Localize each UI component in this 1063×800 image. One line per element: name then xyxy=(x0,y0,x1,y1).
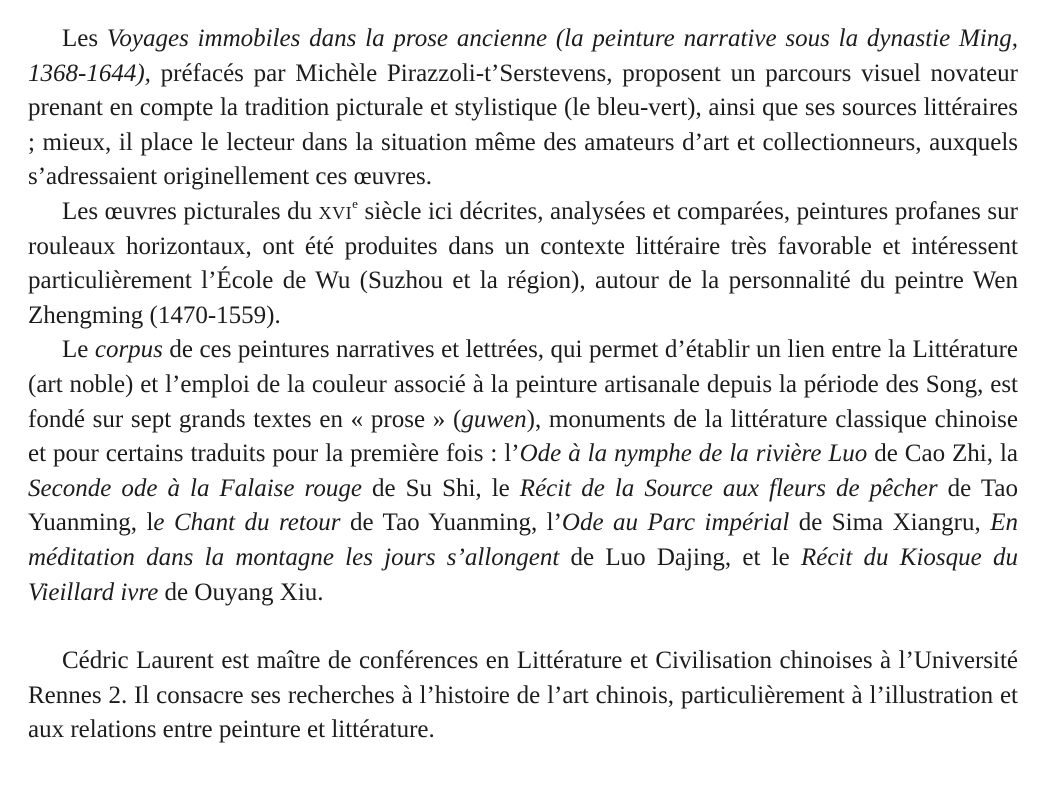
paragraph-works xyxy=(28,195,1018,333)
text-run: siècle ici décrites, analysées et comparées, peintures profanes sur rouleaux horizontaux, ont été produites dans un contexte littéraire très favorable et intéressent particulièrement l’École de Wu (Suzhou et la région), autour de la personnalité du peintre Wen Zhengming (1470-1559). xyxy=(28,197,1018,329)
text-run: ), monuments de la littérature classique chinoise et pour certains traduits pour la première fois : l’ xyxy=(28,405,1018,468)
text-run: de Luo Dajing, et le xyxy=(559,543,801,571)
work-title: Ode au Parc impérial xyxy=(561,509,790,537)
text-run: préfacés par Michèle Pirazzoli-t’Serstevens, proposent un parcours visuel novateur prenant en compte la tradition picturale et stylistique (le bleu-vert), ainsi que ses sources littéraires ; mieux, il place le lecteur dans la situation même des amateurs d’art et collectionneurs, auxquels s’adressaient originellement ces œuvres. xyxy=(28,59,1018,191)
work-title: e Chant du retour xyxy=(153,509,341,537)
paragraph-corpus xyxy=(28,333,1018,610)
book-title: Voyages immobiles dans la prose ancienne (la peinture narrative sous la dynastie Ming, 1368-1644), xyxy=(28,25,1018,87)
work-title: Récit de la Source aux fleurs de pêcher xyxy=(519,474,938,502)
text-run: de ces peintures narratives et lettrées, qui permet d’établir un lien entre la Littérature (art noble) et l’emploi de la couleur associé à la peinture artisanale depuis la période des Song, est fondé sur sept grands textes en « prose » ( xyxy=(28,336,1018,433)
work-title: Seconde ode à la Falaise rouge xyxy=(28,474,362,502)
text-run: de Tao Yuanming, l’ xyxy=(340,509,562,537)
text-run: de Sima Xiangru, xyxy=(789,509,991,537)
italic-term: guwen xyxy=(461,405,527,433)
paragraph-author-bio: Cédric Laurent est maître de conférences en Littérature et Civilisation chinoises à l’Université Rennes 2. Il consacre ses recherches à l’histoire de l’art chinois, particulièrement à l’illustration et aux relations entre peinture et littérature. xyxy=(28,647,1018,744)
paragraph-intro xyxy=(28,22,1018,195)
back-cover-text xyxy=(28,22,1018,748)
text-run: de Tao Yuanming, l xyxy=(28,474,1018,537)
work-title: Récit du Kiosque du Vieillard ivre xyxy=(28,543,1018,606)
text-run: de Ouyang Xiu. xyxy=(158,578,324,606)
text-run: Le xyxy=(62,336,95,364)
text-run: de Cao Zhi, la xyxy=(867,440,1018,468)
italic-term: corpus xyxy=(94,336,163,364)
century-numeral: xvi xyxy=(318,197,353,225)
text-run: de Su Shi, le xyxy=(361,474,520,502)
text-run: Les xyxy=(62,25,107,52)
work-title: Ode à la nymphe de la rivière Luo xyxy=(519,440,868,468)
work-title: En méditation dans la montagne les jours s’allongent xyxy=(28,509,1018,571)
text-run: Les œuvres picturales du xyxy=(62,197,319,225)
century-superscript: e xyxy=(352,195,358,211)
